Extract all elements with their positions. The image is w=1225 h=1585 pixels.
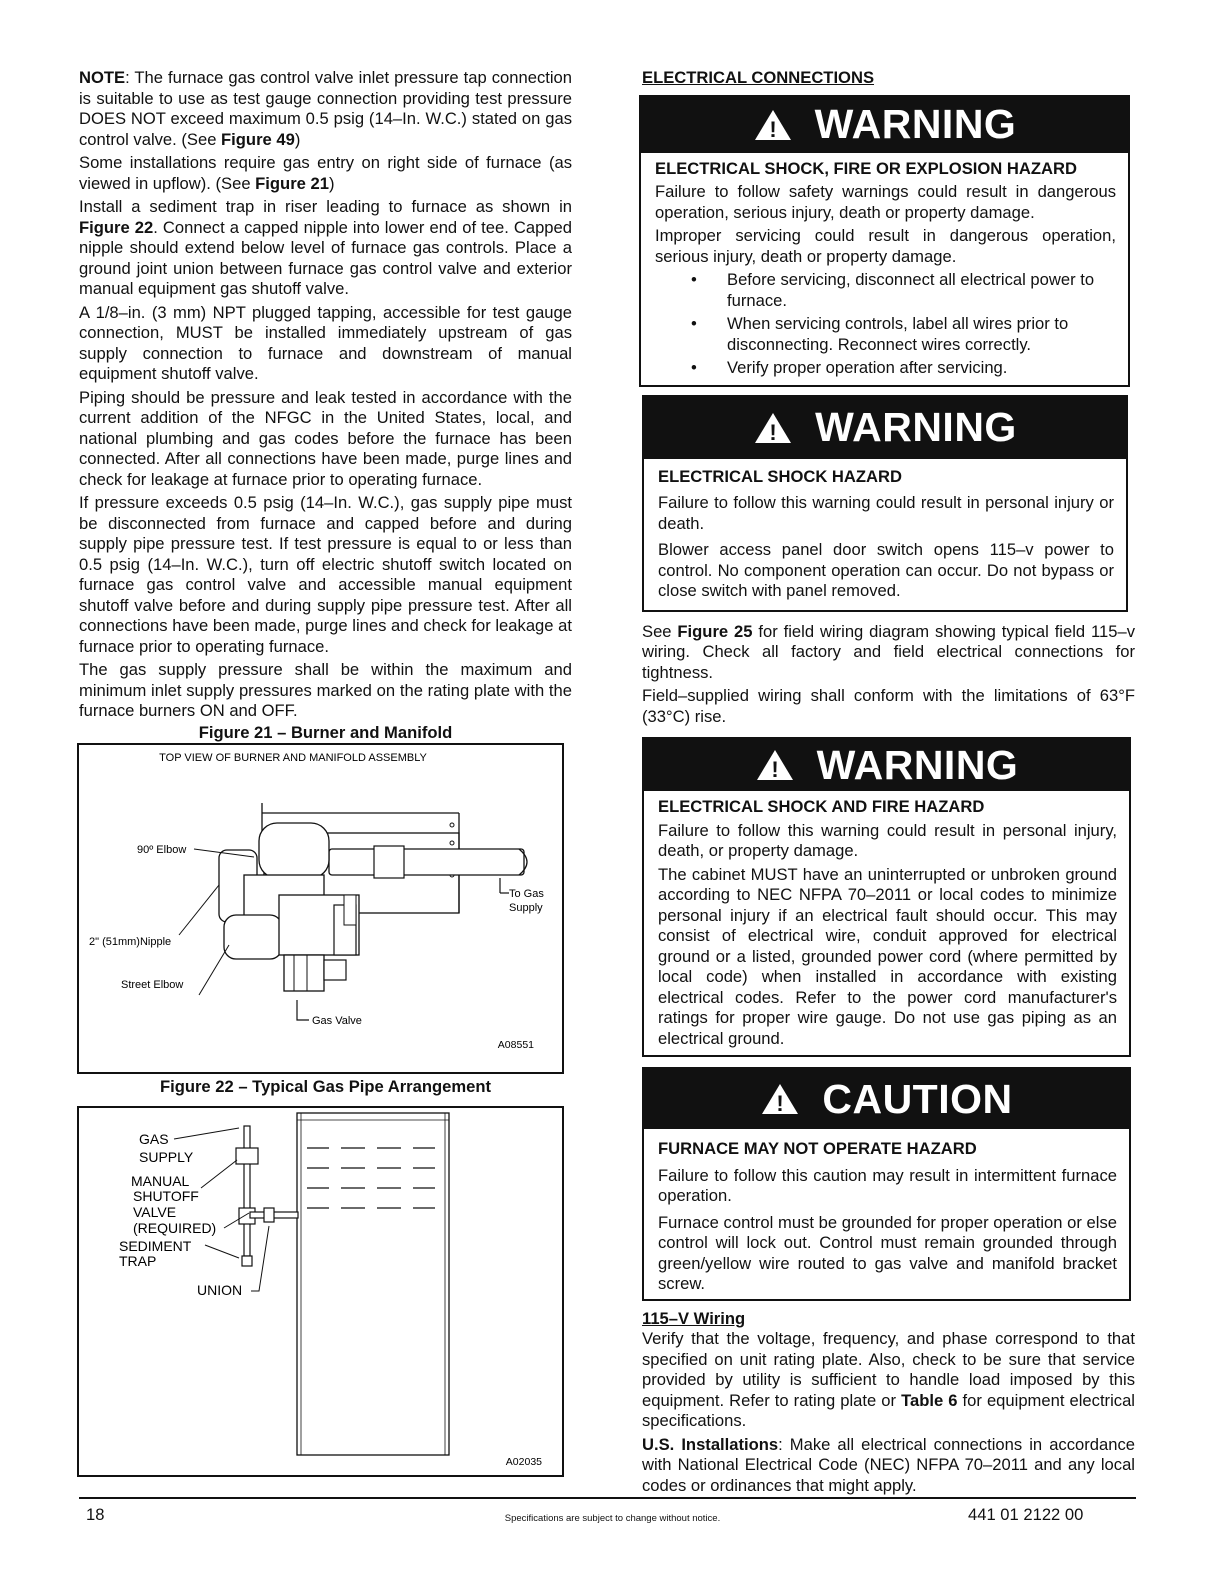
- wiring-115v-heading: 115–V Wiring: [642, 1308, 746, 1328]
- street-elbow: [224, 915, 282, 959]
- caution-banner: [644, 1069, 1129, 1129]
- electrical-connections-heading: ELECTRICAL CONNECTIONS: [642, 68, 875, 87]
- warning-banner-1: [641, 97, 1128, 153]
- warning-3-p1: Failure to follow this warning could result in personal injury, death, or property damage.: [658, 820, 1117, 860]
- sediment-trap: [242, 1256, 252, 1266]
- bullet-item: • Verify proper operation after servicing.: [691, 358, 1116, 379]
- see-figure-25-paragraph: [642, 622, 1135, 684]
- p3-text: . Connect a capped nipple into lower end of tee. Capped nipple should extend below level of furnace gas controls. Place a ground joint union between furnace gas control valve and exterior manual equipment gas shutoff valve.: [79, 217, 572, 298]
- wiring-end: for equipment electrical specifications.: [642, 1390, 1135, 1430]
- figure-21-title: Figure 21 – Burner and Manifold: [198, 722, 453, 742]
- tapping-paragraph: A 1/8–in. (3 mm) NPT plugged tapping, accessible for test gauge connection, MUST be installed immediately upstream of gas supply connection to furnace and downstream of manual equipment shutoff valve.: [79, 302, 572, 383]
- warning-1-p1: Failure to follow safety warnings could result in dangerous operation, serious injury, death or property damage.: [655, 182, 1116, 222]
- label-union: UNION: [197, 1281, 243, 1298]
- label-valve: VALVE: [133, 1203, 177, 1220]
- union: [264, 1208, 274, 1222]
- left-column: [79, 68, 572, 1477]
- us-installations-text: : Make all electrical connections in accordance with National Electrical Code (NEC) NFPA 70–2011 and any local codes or ordinances that might apply.: [642, 1434, 1135, 1495]
- hazard-title-3: ELECTRICAL SHOCK AND FIRE HAZARD: [658, 797, 985, 816]
- warning-banner-2: [644, 397, 1126, 459]
- warning-triangle-icon: [755, 748, 795, 782]
- gas-entry-paragraph: [79, 153, 572, 194]
- figure-22: [77, 1106, 564, 1477]
- warning-triangle-icon: [753, 108, 793, 142]
- label-manual: MANUAL: [131, 1172, 190, 1189]
- shutoff-valve: [236, 1148, 258, 1164]
- caution-p2: Furnace control must be grounded for proper operation or else control will lock out. Control must remain grounded through green/yellow wire routed to gas valve and manifold bracket screw.: [658, 1212, 1117, 1293]
- see-text: for field wiring diagram showing typical field 115–v wiring. Check all factory and field electrical connections for tightness.: [642, 621, 1135, 682]
- gas-pipe-diagram: [79, 1108, 562, 1475]
- footer-rule: [79, 1497, 1136, 1499]
- supply-pipe: [329, 849, 524, 875]
- svg-text:!: !: [776, 1091, 785, 1116]
- leak-test-paragraph: Piping should be pressure and leak tested in accordance with the current addition of the NFGC in the United States, local, and national plumbing and gas codes before the furnace has been connected. After all connections have been made, purge lines and check for leakage at furnace prior to operating furnace.: [79, 387, 572, 489]
- note-end: ): [294, 129, 301, 149]
- burner-manifold-diagram: [79, 745, 562, 1072]
- table-6-ref: Table 6: [901, 1390, 958, 1410]
- p3-start: Install a sediment trap in riser leading to furnace as shown in: [79, 197, 572, 216]
- caution-p1: Failure to follow this caution may result in intermittent furnace operation.: [658, 1165, 1117, 1205]
- riser-pipe: [244, 1126, 250, 1256]
- fig22-code: A02035: [505, 1455, 542, 1468]
- p2-end: ): [328, 173, 335, 193]
- hazard-title-1: ELECTRICAL SHOCK, FIRE OR EXPLOSION HAZARD: [655, 158, 1077, 178]
- svg-text:!: !: [769, 419, 777, 445]
- figure-25-ref: Figure 25: [677, 621, 753, 641]
- wiring-paragraph: [642, 1329, 1135, 1432]
- warning-word-1: WARNING: [814, 101, 1017, 148]
- figure-22-title: Figure 22 – Typical Gas Pipe Arrangement: [159, 1077, 492, 1096]
- footer-note: Specifications are subject to change without notice.: [504, 1513, 721, 1524]
- caution-hazard-title: FURNACE MAY NOT OPERATE HAZARD: [658, 1139, 977, 1158]
- warning-1-bullets: [655, 270, 1116, 379]
- figure-21: [77, 743, 564, 1074]
- warning-box-1: [639, 95, 1130, 387]
- warning-word-2: WARNING: [815, 404, 1017, 451]
- label-nipple: 2" (51mm)Nipple: [89, 936, 172, 948]
- label-gas-valve: Gas Valve: [312, 1015, 362, 1027]
- warning-2-p2: Blower access panel door switch opens 115–v power to control. No component operation can occur. Do not bypass or close switch with panel removed.: [658, 540, 1114, 600]
- label-trap: TRAP: [119, 1252, 157, 1269]
- svg-text:!: !: [771, 757, 779, 782]
- label-required: (REQUIRED): [133, 1219, 217, 1236]
- supply-pressure-paragraph: The gas supply pressure shall be within the maximum and minimum inlet supply pressures marked on the rating plate with the furnace burners ON and OFF.: [79, 660, 572, 720]
- label-gas: GAS: [139, 1130, 169, 1147]
- document-number: 441 01 2122 00: [968, 1505, 1084, 1524]
- warning-triangle-icon: [760, 1082, 800, 1116]
- label-supply: Supply: [509, 902, 543, 914]
- caution-box: [642, 1067, 1131, 1301]
- warning-box-3: [642, 737, 1131, 1057]
- figure-21-ref: Figure 21: [255, 173, 329, 193]
- figure-49-ref: Figure 49: [221, 129, 295, 149]
- fig21-code: A08551: [497, 1039, 534, 1051]
- sediment-trap-paragraph: [79, 197, 572, 300]
- figure-22-ref: Figure 22: [79, 217, 154, 237]
- warning-box-2: [642, 395, 1128, 612]
- svg-text:!: !: [769, 116, 777, 142]
- page-number: 18: [86, 1505, 105, 1524]
- label-supply-22: SUPPLY: [139, 1148, 194, 1165]
- label-sediment: SEDIMENT: [119, 1237, 192, 1254]
- field-wiring-paragraph: Field–supplied wiring shall conform with the limitations of 63°F (33°C) rise.: [642, 686, 1135, 726]
- wiring-text: Verify that the voltage, frequency, and phase correspond to that specified on unit rating plate. Also, check to be sure that service provided by utility is sufficient to handle load imposed by this equipment. Refer to rating plate or: [642, 1329, 1135, 1410]
- warning-1-p2: Improper servicing could result in dangerous operation, serious injury, death or property damage.: [655, 226, 1116, 266]
- label-shutoff: SHUTOFF: [133, 1187, 199, 1204]
- warning-3-p2: The cabinet MUST have an uninterrupted or unbroken ground according to NEC NFPA 70–2011 or local codes to minimize personal injury if an electrical fault should occur. This may consist of electrical wire, conduit approved for electrical ground or a listed, grounded power cord (where permitted by local code) when installed in accordance with existing electrical codes. Refer to the power cord manufacturer's ratings for proper wire gauge. Do not use gas piping as an electrical ground.: [658, 864, 1117, 1048]
- bullet-item: • When servicing controls, label all wires prior to disconnecting. Reconnect wires correctly.: [691, 314, 1116, 355]
- warning-triangle-icon: [753, 411, 793, 445]
- label-elbow: 90º Elbow: [137, 844, 187, 856]
- pressure-paragraph: If pressure exceeds 0.5 psig (14–In. W.C.), gas supply pipe must be disconnected from furnace and capped before and during supply pipe pressure test. If test pressure is equal to or less than 0.5 psig (14–In. W.C.), turn off electric shutoff switch located on furnace gas control valve and accessible manual equipment shutoff valve before and during supply pipe pressure test. After all connections have been made, purge lines and check for leakage at furnace prior to operating furnace.: [79, 493, 572, 656]
- note-label: NOTE: [79, 68, 126, 87]
- us-installations-paragraph: [642, 1435, 1135, 1497]
- note-text: : The furnace gas control valve inlet pressure tap connection is suitable to use as test gauge connection providing test pressure DOES NOT exceed maximum 0.5 psig (14–In. W.C.) stated on gas control valve. (See: [79, 68, 572, 149]
- warning-banner-3: [644, 739, 1129, 791]
- warning-2-p1: Failure to follow this warning could result in personal injury or death.: [658, 493, 1114, 533]
- note-paragraph: [79, 68, 572, 150]
- right-column: [642, 68, 1135, 1499]
- label-to-gas: To Gas: [509, 888, 544, 900]
- bullet-item: • Before servicing, disconnect all electrical power to furnace.: [691, 270, 1116, 311]
- us-installations-label: U.S. Installations: [642, 1434, 779, 1454]
- caution-word: CAUTION: [822, 1075, 1013, 1122]
- see-start: See: [642, 621, 678, 641]
- fig21-subtitle: TOP VIEW OF BURNER AND MANIFOLD ASSEMBLY: [159, 752, 427, 764]
- p2-text: Some installations require gas entry on right side of furnace (as viewed in upflow). (See: [79, 153, 572, 193]
- warning-word-3: WARNING: [816, 741, 1019, 788]
- label-street-elbow: Street Elbow: [121, 979, 184, 991]
- hazard-title-2: ELECTRICAL SHOCK HAZARD: [658, 466, 902, 486]
- furnace-cabinet: [297, 1113, 449, 1455]
